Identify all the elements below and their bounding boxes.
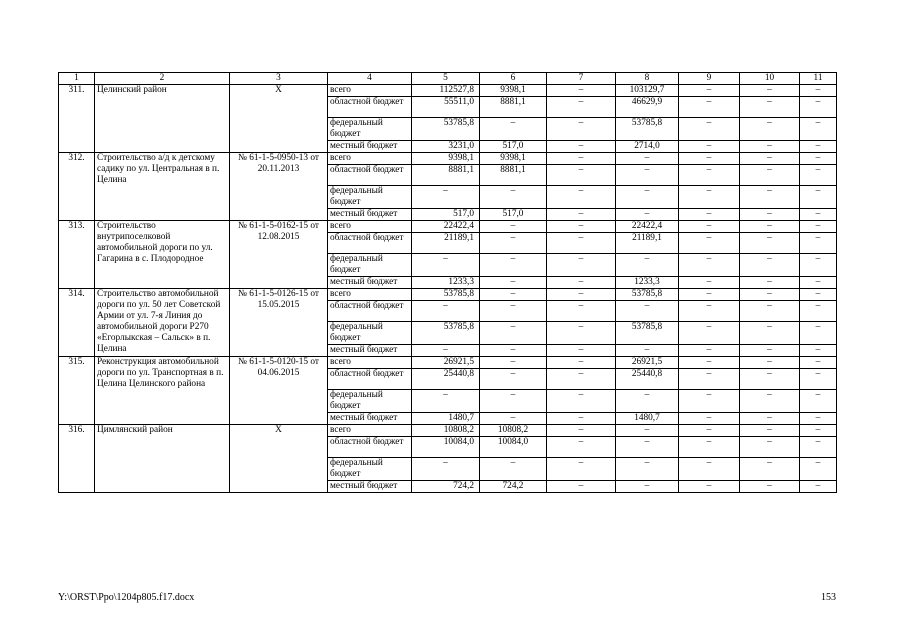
value-cell: – — [740, 369, 800, 390]
value-cell: – — [800, 97, 837, 118]
value-cell: 10084,0 — [480, 437, 547, 458]
value-cell: – — [616, 390, 679, 413]
value-cell: – — [800, 118, 837, 141]
item-number: 313. — [59, 221, 95, 289]
value-cell: – — [412, 301, 480, 322]
value-cell: 46629,9 — [616, 97, 679, 118]
value-cell: – — [547, 118, 616, 141]
value-cell: – — [740, 118, 800, 141]
value-cell: – — [412, 345, 480, 357]
value-cell: – — [480, 254, 547, 277]
value-cell: – — [740, 277, 800, 289]
value-cell: – — [679, 390, 740, 413]
value-cell: – — [679, 437, 740, 458]
value-cell: – — [547, 369, 616, 390]
value-cell: 53785,8 — [616, 289, 679, 301]
budget-type: областной бюджет — [328, 165, 412, 186]
value-cell: – — [616, 345, 679, 357]
value-cell: 53785,8 — [616, 118, 679, 141]
value-cell: – — [740, 153, 800, 165]
value-cell: 21189,1 — [616, 233, 679, 254]
item-number: 316. — [59, 425, 95, 493]
value-cell: – — [740, 301, 800, 322]
document-ref: № 61-1-5-0126-15 от 15.05.2015 — [230, 289, 328, 357]
value-cell: – — [679, 481, 740, 493]
table-row — [59, 425, 837, 437]
header-cell: 2 — [95, 73, 230, 85]
document-ref: Х — [230, 425, 328, 493]
value-cell: – — [800, 437, 837, 458]
value-cell: – — [740, 97, 800, 118]
budget-type: местный бюджет — [328, 277, 412, 289]
value-cell: – — [412, 458, 480, 481]
value-cell: – — [740, 141, 800, 153]
value-cell: – — [679, 141, 740, 153]
value-cell: 53785,8 — [412, 289, 480, 301]
value-cell: – — [616, 186, 679, 209]
value-cell: – — [679, 165, 740, 186]
value-cell: – — [740, 254, 800, 277]
value-cell: 1233,3 — [412, 277, 480, 289]
value-cell: – — [547, 289, 616, 301]
table-row — [59, 357, 837, 369]
value-cell: – — [679, 413, 740, 425]
document-ref: № 61-1-5-0950-13 от 20.11.2013 — [230, 153, 328, 221]
budget-type: всего — [328, 357, 412, 369]
value-cell: – — [740, 165, 800, 186]
value-cell: 10808,2 — [480, 425, 547, 437]
object-name: Строительство автомобильной дороги по ул. 50 лет Советской Армии от ул. 7-я Линия до автомобильной дороги Р270 «Егорлыкская – Сальск» в п. Целина — [95, 289, 230, 357]
value-cell: – — [740, 413, 800, 425]
value-cell: 1480,7 — [412, 413, 480, 425]
value-cell: – — [740, 186, 800, 209]
value-cell: – — [800, 153, 837, 165]
value-cell: – — [547, 301, 616, 322]
value-cell: – — [480, 357, 547, 369]
value-cell: – — [480, 458, 547, 481]
value-cell: – — [480, 289, 547, 301]
value-cell: – — [800, 277, 837, 289]
item-number: 314. — [59, 289, 95, 357]
value-cell: – — [547, 390, 616, 413]
value-cell: – — [480, 322, 547, 345]
value-cell: – — [800, 289, 837, 301]
value-cell: – — [616, 437, 679, 458]
budget-type: местный бюджет — [328, 209, 412, 221]
value-cell: – — [800, 481, 837, 493]
value-cell: – — [740, 481, 800, 493]
value-cell: 9398,1 — [412, 153, 480, 165]
value-cell: – — [412, 186, 480, 209]
value-cell: – — [679, 153, 740, 165]
value-cell: – — [480, 233, 547, 254]
budget-type: местный бюджет — [328, 413, 412, 425]
value-cell: 2714,0 — [616, 141, 679, 153]
value-cell: – — [679, 233, 740, 254]
value-cell: – — [740, 209, 800, 221]
budget-type: местный бюджет — [328, 481, 412, 493]
value-cell: – — [679, 425, 740, 437]
table-row — [59, 85, 837, 97]
object-name: Цимлянский район — [95, 425, 230, 493]
budget-type: федеральный бюджет — [328, 322, 412, 345]
value-cell: – — [740, 221, 800, 233]
value-cell: – — [616, 254, 679, 277]
value-cell: 724,2 — [412, 481, 480, 493]
value-cell: – — [480, 369, 547, 390]
value-cell: – — [800, 322, 837, 345]
value-cell: – — [547, 437, 616, 458]
value-cell: – — [616, 425, 679, 437]
value-cell: – — [800, 425, 837, 437]
header-cell: 8 — [616, 73, 679, 85]
value-cell: – — [547, 221, 616, 233]
value-cell: 1480,7 — [616, 413, 679, 425]
budget-type: всего — [328, 425, 412, 437]
value-cell: – — [740, 425, 800, 437]
budget-type: всего — [328, 221, 412, 233]
value-cell: – — [547, 413, 616, 425]
budget-type: всего — [328, 85, 412, 97]
budget-type: местный бюджет — [328, 141, 412, 153]
value-cell: – — [679, 186, 740, 209]
budget-type: областной бюджет — [328, 369, 412, 390]
value-cell: 26921,5 — [616, 357, 679, 369]
budget-type: местный бюджет — [328, 345, 412, 357]
item-number: 312. — [59, 153, 95, 221]
value-cell: 8881,1 — [480, 97, 547, 118]
value-cell: – — [480, 118, 547, 141]
budget-type: федеральный бюджет — [328, 458, 412, 481]
header-cell: 7 — [547, 73, 616, 85]
value-cell: – — [740, 437, 800, 458]
document-ref: № 61-1-5-0162-15 от 12.08.2015 — [230, 221, 328, 289]
value-cell: – — [800, 369, 837, 390]
value-cell: 25440,8 — [412, 369, 480, 390]
value-cell: – — [679, 458, 740, 481]
value-cell: 9398,1 — [480, 153, 547, 165]
header-cell: 11 — [800, 73, 837, 85]
budget-type: областной бюджет — [328, 437, 412, 458]
value-cell: – — [679, 118, 740, 141]
value-cell: – — [679, 322, 740, 345]
budget-type: федеральный бюджет — [328, 254, 412, 277]
value-cell: – — [679, 254, 740, 277]
value-cell: – — [740, 390, 800, 413]
value-cell: 517,0 — [480, 209, 547, 221]
budget-type: областной бюджет — [328, 301, 412, 322]
budget-table — [58, 72, 837, 493]
page-number: 153 — [821, 592, 836, 603]
value-cell: – — [547, 233, 616, 254]
item-number: 311. — [59, 85, 95, 153]
value-cell: – — [480, 390, 547, 413]
value-cell: – — [480, 301, 547, 322]
value-cell: – — [547, 458, 616, 481]
object-name: Реконструкция автомобильной дороги по ул. Транспортная в п. Целина Целинского района — [95, 357, 230, 425]
document-ref: № 61-1-5-0120-15 от 04.06.2015 — [230, 357, 328, 425]
value-cell: – — [616, 301, 679, 322]
value-cell: – — [800, 301, 837, 322]
value-cell: – — [679, 345, 740, 357]
value-cell: – — [740, 345, 800, 357]
budget-type: всего — [328, 153, 412, 165]
value-cell: – — [547, 141, 616, 153]
header-cell: 1 — [59, 73, 95, 85]
object-name: Строительство а/д к детскому садику по ул. Центральная в п. Целина — [95, 153, 230, 221]
object-name: Строительство внутрипоселковой автомобильной дороги по ул. Гагарина в с. Плодородное — [95, 221, 230, 289]
value-cell: – — [480, 186, 547, 209]
value-cell: 724,2 — [480, 481, 547, 493]
value-cell: 25440,8 — [616, 369, 679, 390]
value-cell: – — [800, 85, 837, 97]
header-cell: 4 — [328, 73, 412, 85]
budget-type: областной бюджет — [328, 97, 412, 118]
budget-type: федеральный бюджет — [328, 186, 412, 209]
value-cell: – — [547, 481, 616, 493]
value-cell: – — [800, 357, 837, 369]
document-ref: Х — [230, 85, 328, 153]
value-cell: – — [800, 345, 837, 357]
value-cell: 517,0 — [412, 209, 480, 221]
value-cell: – — [547, 345, 616, 357]
budget-type: федеральный бюджет — [328, 118, 412, 141]
value-cell: – — [547, 254, 616, 277]
value-cell: – — [679, 289, 740, 301]
value-cell: 53785,8 — [412, 118, 480, 141]
value-cell: – — [679, 209, 740, 221]
header-cell: 9 — [679, 73, 740, 85]
value-cell: – — [679, 277, 740, 289]
budget-type: областной бюджет — [328, 233, 412, 254]
value-cell: 55511,0 — [412, 97, 480, 118]
header-cell: 10 — [740, 73, 800, 85]
value-cell: – — [547, 357, 616, 369]
value-cell: – — [547, 425, 616, 437]
value-cell: – — [547, 322, 616, 345]
value-cell: – — [547, 209, 616, 221]
value-cell: – — [800, 221, 837, 233]
value-cell: 22422,4 — [616, 221, 679, 233]
value-cell: – — [679, 221, 740, 233]
value-cell: 9398,1 — [480, 85, 547, 97]
table-row — [59, 153, 837, 165]
value-cell: – — [480, 277, 547, 289]
value-cell: – — [740, 85, 800, 97]
budget-type: федеральный бюджет — [328, 390, 412, 413]
value-cell: 53785,8 — [412, 322, 480, 345]
value-cell: – — [616, 209, 679, 221]
value-cell: 517,0 — [480, 141, 547, 153]
table-row — [59, 221, 837, 233]
table-body — [59, 73, 837, 493]
file-path: Y:\ORST\Ppo\1204p805.f17.docx — [58, 592, 195, 603]
value-cell: – — [547, 277, 616, 289]
item-number: 315. — [59, 357, 95, 425]
value-cell: – — [740, 322, 800, 345]
value-cell: – — [547, 165, 616, 186]
value-cell: 10084,0 — [412, 437, 480, 458]
value-cell: – — [800, 209, 837, 221]
header-cell: 5 — [412, 73, 480, 85]
value-cell: – — [679, 85, 740, 97]
value-cell: 103129,7 — [616, 85, 679, 97]
value-cell: 1233,3 — [616, 277, 679, 289]
value-cell: – — [800, 390, 837, 413]
header-cell: 6 — [480, 73, 547, 85]
value-cell: 112527,8 — [412, 85, 480, 97]
header-cell: 3 — [230, 73, 328, 85]
value-cell: – — [800, 186, 837, 209]
value-cell: – — [616, 481, 679, 493]
value-cell: – — [616, 458, 679, 481]
value-cell: – — [740, 233, 800, 254]
value-cell: 53785,8 — [616, 322, 679, 345]
budget-type: всего — [328, 289, 412, 301]
value-cell: – — [800, 165, 837, 186]
value-cell: – — [679, 301, 740, 322]
value-cell: – — [616, 153, 679, 165]
value-cell: – — [800, 458, 837, 481]
value-cell: 21189,1 — [412, 233, 480, 254]
value-cell: 3231,0 — [412, 141, 480, 153]
value-cell: – — [740, 357, 800, 369]
value-cell: – — [679, 97, 740, 118]
value-cell: 8881,1 — [412, 165, 480, 186]
value-cell: 26921,5 — [412, 357, 480, 369]
value-cell: – — [547, 186, 616, 209]
value-cell: – — [800, 254, 837, 277]
value-cell: – — [740, 458, 800, 481]
value-cell: – — [480, 345, 547, 357]
value-cell: 8881,1 — [480, 165, 547, 186]
value-cell: – — [800, 233, 837, 254]
value-cell: – — [740, 289, 800, 301]
value-cell: – — [547, 97, 616, 118]
table-row — [59, 289, 837, 301]
value-cell: – — [616, 165, 679, 186]
value-cell: – — [800, 141, 837, 153]
value-cell: – — [679, 369, 740, 390]
value-cell: – — [679, 357, 740, 369]
value-cell: 10808,2 — [412, 425, 480, 437]
value-cell: – — [412, 254, 480, 277]
value-cell: – — [547, 85, 616, 97]
object-name: Целинский район — [95, 85, 230, 153]
value-cell: – — [547, 153, 616, 165]
value-cell: – — [480, 413, 547, 425]
column-number-row — [59, 73, 837, 85]
value-cell: – — [800, 413, 837, 425]
value-cell: – — [412, 390, 480, 413]
value-cell: – — [480, 221, 547, 233]
value-cell: 22422,4 — [412, 221, 480, 233]
